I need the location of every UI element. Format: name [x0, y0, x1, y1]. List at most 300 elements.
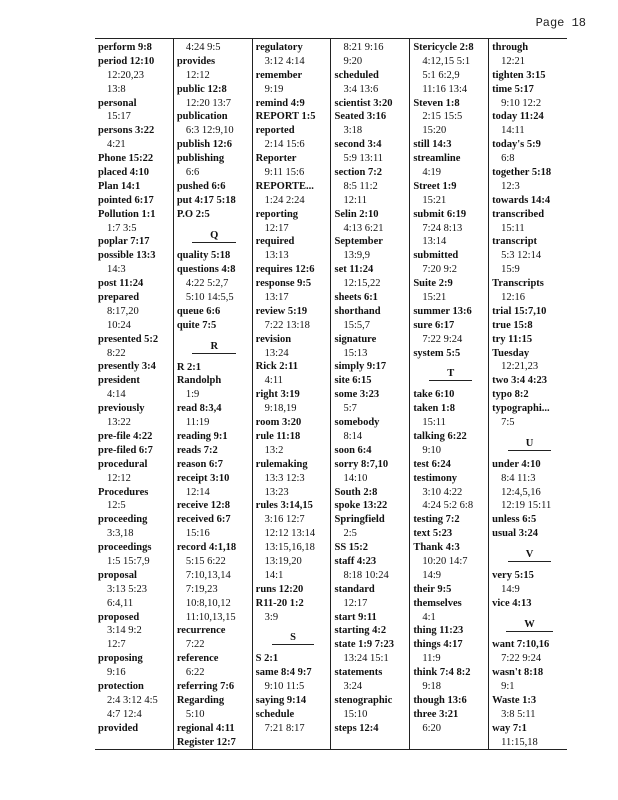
index-term: second 3:4	[334, 139, 382, 151]
index-term: protection	[98, 680, 144, 692]
index-term: post 11:24	[98, 278, 144, 290]
index-reference: 7:22 9:24	[422, 333, 463, 345]
index-reference: 1:9	[185, 389, 200, 401]
index-column-3	[253, 39, 332, 749]
index-reference: 10:8,10,12	[185, 597, 231, 609]
index-term: spoke 13:22	[334, 500, 388, 512]
index-term: Transcripts	[492, 278, 544, 290]
index-term: perform 9:8	[98, 42, 152, 53]
index-reference: 11:19	[185, 417, 210, 429]
index-reference: 15:11	[422, 417, 446, 429]
index-reference: 4:7 12:4	[107, 708, 142, 720]
index-term: starting 4:2	[334, 625, 387, 637]
index-reference: 10:24	[107, 319, 131, 331]
index-term: response 9:5	[255, 278, 312, 290]
index-term: schedule	[255, 708, 295, 720]
index-term: want 7:10,16	[492, 639, 550, 651]
index-term: referring 7:6	[176, 681, 235, 692]
section-letter-heading	[492, 541, 567, 569]
index-term: proceedings	[98, 542, 152, 554]
index-term: placed 4:10	[98, 167, 150, 179]
section-letter-text: T	[429, 367, 472, 381]
index-reference: 6:3 12:9,10	[185, 125, 234, 137]
index-reference: 2:14 15:6	[264, 139, 305, 151]
index-reference: 8:18 10:24	[343, 569, 389, 581]
index-term: summer 13:6	[413, 305, 472, 317]
index-reference: 5:3 12:14	[501, 250, 542, 262]
index-term: prepared	[98, 292, 140, 304]
section-letter-text: U	[508, 437, 552, 451]
section-letter-heading	[413, 360, 488, 388]
index-term: Stericycle 2:8	[413, 42, 474, 53]
index-term: themselves	[413, 597, 462, 609]
index-reference: 13:9,9	[343, 250, 371, 262]
index-reference: 13:22	[107, 417, 131, 429]
index-reference: 3:18	[343, 125, 363, 137]
index-reference: 13:19,20	[264, 555, 302, 567]
index-term: questions 4:8	[176, 264, 236, 276]
index-term: P.O 2:5	[176, 208, 210, 220]
index-term: required	[255, 236, 295, 248]
index-term: somebody	[334, 417, 380, 429]
index-term: towards 14:4	[492, 194, 551, 206]
index-reference: 12:7	[107, 639, 126, 651]
index-term: receive 12:8	[176, 500, 230, 512]
index-term: sure 6:17	[413, 319, 455, 331]
index-reference: 12:4,5,16	[501, 486, 541, 498]
index-term: publish 12:6	[176, 139, 232, 151]
index-term: text 5:23	[413, 528, 453, 540]
index-reference: 7:5	[501, 417, 515, 429]
index-reference: 4:12,15 5:1	[422, 55, 471, 67]
index-term: Register 12:7	[176, 736, 236, 748]
index-reference: 1:7 3:5	[107, 222, 137, 234]
index-term: reporting	[255, 208, 299, 220]
index-term: way 7:1	[492, 722, 527, 734]
index-term: R 2:1	[176, 361, 202, 373]
index-column-1	[95, 39, 174, 749]
index-column-5	[410, 39, 489, 749]
index-term: remind 4:9	[255, 97, 305, 109]
index-term: true 15:8	[492, 319, 533, 331]
index-reference: 5:7	[343, 403, 357, 415]
index-reference: 3:12 4:14	[264, 55, 305, 67]
index-reference: 8:4 11:3	[501, 472, 536, 484]
index-reference: 5:9 13:11	[343, 153, 384, 165]
index-reference: 9:10 12:2	[501, 97, 542, 109]
index-term: Plan 14:1	[98, 180, 141, 192]
index-term: testing 7:2	[413, 514, 460, 526]
index-term: presented 5:2	[98, 333, 159, 345]
index-reference: 12:12	[107, 472, 131, 484]
index-reference: 2:15 15:5	[422, 111, 463, 123]
index-column-6	[489, 39, 567, 749]
index-term: president	[98, 375, 140, 387]
index-term: transcribed	[492, 208, 545, 220]
index-term: today's 5:9	[492, 139, 541, 151]
index-term: Pollution 1:1	[98, 208, 156, 220]
index-term: revision	[255, 333, 292, 345]
index-term: Randolph	[176, 375, 222, 387]
index-term: proposal	[98, 569, 137, 581]
index-reference: 12:16	[501, 292, 526, 304]
index-term: possible 13:3	[98, 250, 156, 262]
section-letter-heading	[177, 333, 252, 361]
index-term: review 5:19	[255, 305, 308, 317]
index-term: stenographic	[334, 694, 393, 706]
index-term: S 2:1	[255, 653, 279, 665]
index-reference: 7:20 9:2	[422, 264, 458, 276]
index-reference: 14:11	[501, 125, 525, 137]
index-term: typo 8:2	[492, 389, 529, 401]
section-letter-heading	[177, 222, 252, 250]
index-term: public 12:8	[176, 83, 227, 95]
index-reference: 11:9	[422, 653, 441, 665]
index-reference: 15:21	[422, 292, 447, 304]
index-term: under 4:10	[492, 458, 541, 470]
index-reference: 4:19	[422, 167, 441, 179]
index-reference: 1:5 15:7,9	[107, 555, 150, 567]
index-reference: 15:9	[501, 264, 520, 276]
index-term: provides	[176, 55, 216, 67]
index-term: pre-filed 6:7	[98, 444, 153, 456]
index-term: Regarding	[176, 694, 225, 706]
index-reference: 13:15,16,18	[264, 542, 315, 554]
index-reference: 13:24	[264, 347, 289, 359]
index-reference: 15:20	[422, 125, 447, 137]
index-term: Reporter	[255, 153, 297, 165]
index-term: publication	[176, 111, 228, 123]
index-term: two 3:4 4:23	[492, 375, 547, 387]
section-letter-text: S	[272, 631, 314, 645]
index-reference: 9:16	[107, 667, 126, 679]
index-reference: 7:21 8:17	[264, 722, 305, 734]
index-reference: 3:10 4:22	[422, 486, 463, 498]
index-term: today 11:24	[492, 111, 544, 123]
index-reference: 11:15,18	[501, 736, 538, 748]
index-reference: 4:13 6:21	[343, 222, 384, 234]
index-term: section 7:2	[334, 167, 383, 179]
index-term: September	[334, 236, 383, 248]
index-term: reported	[255, 125, 295, 137]
index-reference: 3:4 13:6	[343, 83, 379, 95]
index-reference: 15:16	[185, 528, 210, 540]
index-term: usual 3:24	[492, 528, 538, 540]
index-reference: 5:10	[185, 708, 205, 720]
index-term: received 6:7	[176, 514, 231, 526]
index-term: things 4:17	[413, 639, 463, 651]
index-term: persons 3:22	[98, 125, 155, 137]
section-letter-heading	[256, 624, 331, 652]
index-term: reading 9:1	[176, 430, 228, 442]
index-term: pre-file 4:22	[98, 430, 153, 442]
index-term: reference	[176, 653, 219, 665]
index-term: try 11:15	[492, 333, 533, 345]
section-letter-text: V	[508, 548, 552, 562]
index-term: site 6:15	[334, 375, 372, 387]
section-letter-heading	[492, 430, 567, 458]
index-term: still 14:3	[413, 139, 452, 151]
index-reference: 12:17	[343, 597, 368, 609]
index-reference: 3:24	[343, 680, 363, 692]
index-term: steps 12:4	[334, 722, 379, 734]
index-term: rulemaking	[255, 458, 308, 470]
index-term: saying 9:14	[255, 694, 307, 706]
index-term: reads 7:2	[176, 444, 218, 456]
index-reference: 8:14	[343, 430, 363, 442]
section-letter-text: Q	[192, 229, 236, 243]
index-term: record 4:1,18	[176, 542, 237, 554]
index-term: proceeding	[98, 514, 148, 526]
index-reference: 7:10,13,14	[185, 569, 231, 581]
index-term: thing 11:23	[413, 625, 464, 637]
index-term: reason 6:7	[176, 458, 224, 470]
index-reference: 8:22	[107, 347, 126, 359]
index-term: Seated 3:16	[334, 111, 387, 123]
index-term: recurrence	[176, 625, 226, 637]
index-term: publishing	[176, 153, 225, 165]
index-reference: 13:3 12:3	[264, 472, 305, 484]
index-term: requires 12:6	[255, 264, 315, 276]
index-term: soon 6:4	[334, 444, 372, 456]
index-reference: 12:11	[343, 194, 368, 206]
index-reference: 10:20 14:7	[422, 555, 468, 567]
index-term: signature	[334, 333, 377, 345]
index-reference: 9:18	[422, 680, 441, 692]
index-reference: 4:14	[107, 389, 126, 401]
index-term: staff 4:23	[334, 555, 377, 567]
index-term: standard	[334, 583, 375, 595]
index-reference: 14:9	[422, 569, 441, 581]
index-term: test 6:24	[413, 458, 451, 470]
index-reference: 14:10	[343, 472, 368, 484]
index-reference: 5:15 6:22	[185, 555, 226, 567]
index-reference: 15:11	[501, 222, 525, 234]
index-term: time 5:17	[492, 83, 534, 95]
index-reference: 3:13 5:23	[107, 583, 147, 595]
index-reference: 6:6	[185, 167, 200, 179]
index-term: put 4:17 5:18	[176, 194, 236, 206]
index-term: submitted	[413, 250, 459, 262]
index-reference: 13:17	[264, 292, 289, 304]
section-letter-heading	[492, 611, 567, 639]
index-term: proposed	[98, 611, 140, 623]
index-reference: 7:22 13:18	[264, 319, 310, 331]
index-reference: 3:14 9:2	[107, 625, 142, 637]
index-reference: 15:17	[107, 111, 131, 123]
index-reference: 3:3,18	[107, 528, 134, 540]
index-reference: 14:1	[264, 569, 284, 581]
index-reference: 4:1	[422, 611, 436, 623]
index-reference: 12:17	[264, 222, 289, 234]
index-term: previously	[98, 403, 145, 415]
index-term: rules 3:14,15	[255, 500, 313, 512]
index-term: together 5:18	[492, 167, 552, 179]
index-term: statements	[334, 667, 383, 679]
index-term: shorthand	[334, 305, 381, 317]
section-letter-text: W	[506, 618, 553, 632]
index-reference: 15:10	[343, 708, 368, 720]
index-reference: 4:24 9:5	[185, 42, 221, 53]
index-term: Suite 2:9	[413, 278, 453, 290]
index-reference: 12:20 13:7	[185, 97, 232, 109]
index-reference: 6:22	[185, 667, 205, 679]
index-term: regulatory	[255, 42, 303, 53]
index-term: Springfield	[334, 514, 385, 526]
index-reference: 12:21,23	[501, 361, 539, 373]
index-reference: 13:23	[264, 486, 289, 498]
index-reference: 6:20	[422, 722, 441, 734]
index-term: REPORTE...	[255, 180, 314, 192]
index-term: poplar 7:17	[98, 236, 150, 248]
index-term: three 3:21	[413, 708, 459, 720]
index-reference: 5:1 6:2,9	[422, 69, 460, 81]
index-term: provided	[98, 722, 139, 734]
index-term: Street 1:9	[413, 180, 457, 192]
index-term: scheduled	[334, 69, 379, 81]
index-column-4	[331, 39, 410, 749]
index-term: simply 9:17	[334, 361, 387, 373]
index-term: runs 12:20	[255, 583, 304, 595]
index-term: right 3:19	[255, 389, 300, 401]
index-term: quality 5:18	[176, 250, 231, 262]
index-reference: 3:16 12:7	[264, 514, 305, 526]
index-reference: 9:18,19	[264, 403, 297, 415]
index-reference: 9:20	[343, 55, 363, 67]
index-term: personal	[98, 97, 137, 109]
index-column-2	[174, 39, 253, 749]
index-reference: 2:4 3:12 4:5	[107, 694, 158, 706]
section-letter-text: R	[192, 340, 236, 354]
index-term: Procedures	[98, 486, 149, 498]
index-term: Thank 4:3	[413, 542, 460, 554]
index-term: very 5:15	[492, 569, 534, 581]
index-reference: 13:13	[264, 250, 289, 262]
index-reference: 8:5 11:2	[343, 180, 378, 192]
index-term: proposing	[98, 653, 143, 665]
index-term: though 13:6	[413, 694, 467, 706]
index-term: pushed 6:6	[176, 180, 226, 192]
index-reference: 7:22	[185, 639, 205, 651]
index-reference: 3:8 5:11	[501, 708, 536, 720]
index-term: take 6:10	[413, 389, 455, 401]
index-term: think 7:4 8:2	[413, 667, 471, 679]
index-reference: 15:13	[343, 347, 368, 359]
index-reference: 15:21	[422, 194, 447, 206]
index-term: tighten 3:15	[492, 69, 546, 81]
index-reference: 9:10 11:5	[264, 680, 305, 692]
index-term: set 11:24	[334, 264, 374, 276]
index-term: submit 6:19	[413, 208, 467, 220]
index-reference: 12:14	[185, 486, 210, 498]
index-term: their 9:5	[413, 583, 452, 595]
index-reference: 14:3	[107, 264, 126, 276]
index-term: remember	[255, 69, 303, 81]
index-term: Steven 1:8	[413, 97, 460, 109]
index-term: regional 4:11	[176, 722, 235, 734]
index-term: presently 3:4	[98, 361, 156, 373]
index-term: transcript	[492, 236, 538, 248]
index-reference: 5:10 14:5,5	[185, 292, 234, 304]
index-term: system 5:5	[413, 347, 461, 359]
index-reference: 9:19	[264, 83, 284, 95]
index-reference: 4:22 5:2,7	[185, 278, 229, 290]
index-term: room 3:20	[255, 417, 302, 429]
index-reference: 7:24 8:13	[422, 222, 463, 234]
index-term: read 8:3,4	[176, 403, 222, 415]
index-term: Rick 2:11	[255, 361, 298, 373]
index-reference: 4:11	[264, 375, 283, 387]
index-reference: 1:24 2:24	[264, 194, 305, 206]
index-reference: 12:5	[107, 500, 126, 512]
index-reference: 12:12 13:14	[264, 528, 316, 540]
index-term: wasn't 8:18	[492, 667, 544, 679]
index-term: Selin 2:10	[334, 208, 379, 220]
index-term: through	[492, 42, 529, 53]
index-reference: 8:21 9:16	[343, 42, 384, 53]
index-term: scientist 3:20	[334, 97, 393, 109]
index-reference: 7:19,23	[185, 583, 218, 595]
index-term: period 12:10	[98, 55, 155, 67]
index-reference: 11:16 13:4	[422, 83, 468, 95]
index-reference: 11:10,13,15	[185, 611, 236, 623]
index-term: some 3:23	[334, 389, 380, 401]
index-term: R11-20 1:2	[255, 597, 304, 609]
index-reference: 12:12	[185, 69, 210, 81]
index-term: South 2:8	[334, 486, 378, 498]
index-term: pointed 6:17	[98, 194, 154, 206]
index-term: same 8:4 9:7	[255, 667, 312, 679]
index-term: streamline	[413, 153, 461, 165]
index-term: unless 6:5	[492, 514, 537, 526]
index-reference: 13:2	[264, 444, 284, 456]
index-reference: 7:22 9:24	[501, 653, 542, 665]
index-term: queue 6:6	[176, 305, 221, 317]
index-reference: 4:24 5:2 6:8	[422, 500, 474, 512]
index-term: receipt 3:10	[176, 472, 230, 484]
index-term: vice 4:13	[492, 597, 532, 609]
index-term: taken 1:8	[413, 403, 456, 415]
index-reference: 9:10	[422, 444, 441, 456]
index-reference: 8:17,20	[107, 305, 139, 317]
index-term: typographi...	[492, 403, 550, 415]
index-reference: 13:24 15:1	[343, 653, 389, 665]
index-reference: 2:5	[343, 528, 357, 540]
index-term: rule 11:18	[255, 430, 301, 442]
index-term: SS 15:2	[334, 542, 369, 554]
index-reference: 13:14	[422, 236, 447, 248]
index-reference: 13:8	[107, 83, 126, 95]
index-term: sheets 6:1	[334, 292, 378, 304]
page-number-label: Page 18	[535, 16, 586, 30]
index-reference: 12:21	[501, 55, 526, 67]
index-reference: 3:9	[264, 611, 279, 623]
index-term: start 9:11	[334, 611, 377, 623]
index-term: procedural	[98, 458, 148, 470]
index-reference: 12:19 15:11	[501, 500, 552, 512]
index-reference: 4:21	[107, 139, 126, 151]
index-reference: 15:5,7	[343, 319, 371, 331]
index-term: state 1:9 7:23	[334, 639, 394, 651]
index-term: quite 7:5	[176, 319, 217, 331]
index-term: trial 15:7,10	[492, 305, 547, 317]
index-term: Tuesday	[492, 347, 530, 359]
word-index-grid	[95, 38, 567, 750]
index-reference: 9:1	[501, 681, 515, 693]
index-term: talking 6:22	[413, 430, 467, 442]
index-reference: 6:8	[501, 153, 515, 165]
index-term: testimony	[413, 472, 458, 484]
